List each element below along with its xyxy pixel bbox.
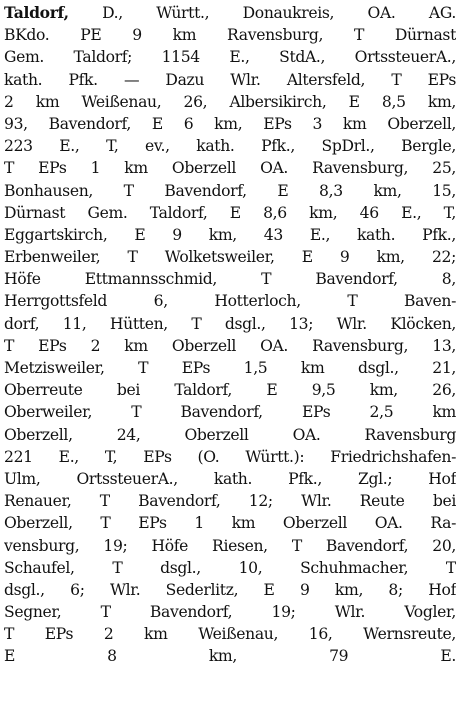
gazetteer-entry	[4, 2, 456, 699]
entry-line-15: dorf, 11, Hütten, T dsgl., 13; Wlr. Klöcken,	[4, 314, 456, 333]
entry-line-16: T EPs 2 km Oberzell OA. Ravensburg, 13,	[4, 336, 456, 355]
entry-line-11: Eggartskirch, E 9 km, 43 E., kath. Pfk.,	[4, 225, 456, 244]
entry-line-25: vensburg, 19; Höfe Riesen, T Bavendorf, 20,	[4, 536, 456, 555]
entry-line-1	[4, 2, 456, 24]
entry-line-29: T EPs 2 km Weißenau, 16, Wernsreute,	[4, 625, 456, 644]
entry-line-28: Segner, T Bavendorf, 19; Wlr. Vogler,	[4, 603, 456, 622]
entry-line-12: Erbenweiler, T Wolketsweiler, E 9 km, 22;	[4, 248, 456, 267]
entry-line-26: Schaufel, T dsgl., 10, Schuhmacher, T	[4, 558, 456, 577]
entry-line-27: dsgl., 6; Wlr. Sederlitz, E 9 km, 8; Hof	[4, 580, 456, 599]
entry-line-2: BKdo. PE 9 km Ravensburg, T Dürnast	[4, 26, 456, 45]
entry-headword: Taldorf,	[4, 3, 69, 22]
entry-line-30: E 8 km, 79 E.	[4, 647, 456, 666]
entry-line-20: Oberzell, 24, Oberzell OA. Ravensburg	[4, 425, 456, 444]
entry-line-8: T EPs 1 km Oberzell OA. Ravensburg, 25,	[4, 159, 456, 178]
entry-line-7: 223 E., T, ev., kath. Pfk., SpDrl., Bergle,	[4, 137, 456, 156]
entry-line-31	[4, 668, 456, 690]
entry-line-17: Metzisweiler, T EPs 1,5 km dsgl., 21,	[4, 359, 456, 377]
entry-line-19: Oberweiler, T Bavendorf, EPs 2,5 km	[4, 403, 456, 422]
entry-line-6: 93, Bavendorf, E 6 km, EPs 3 km Oberzell,	[4, 114, 456, 133]
entry-line-18: Oberreute bei Taldorf, E 9,5 km, 26,	[4, 381, 456, 400]
entry-line-21: 221 E., T, EPs (O. Württ.): Friedrichshafen-	[4, 447, 456, 466]
entry-line-13: Höfe Ettmannsschmid, T Bavendorf, 8,	[4, 270, 456, 289]
entry-line-3: Gem. Taldorf; 1154 E., StdA., OrtssteuerA.,	[4, 48, 456, 67]
entry-line-1-text: D., Württ., Donaukreis, OA. AG.	[68, 4, 456, 22]
entry-line-4: kath. Pfk. — Dazu Wlr. Altersfeld, T EPs	[4, 70, 456, 89]
entry-line-10: Dürnast Gem. Taldorf, E 8,6 km, 46 E., T,	[4, 203, 456, 222]
entry-line-23: Renauer, T Bavendorf, 12; Wlr. Reute bei	[4, 492, 456, 511]
entry-line-9: Bonhausen, T Bavendorf, E 8,3 km, 15,	[4, 181, 456, 200]
entry-line-5: 2 km Weißenau, 26, Albersikirch, E 8,5 km,	[4, 92, 456, 111]
entry-line-24: Oberzell, T EPs 1 km Oberzell OA. Ra-	[4, 514, 456, 533]
entry-line-22: Ulm, OrtssteuerA., kath. Pfk., Zgl.; Hof	[4, 469, 456, 488]
entry-line-14: Herrgottsfeld 6, Hotterloch, T Baven-	[4, 292, 456, 311]
